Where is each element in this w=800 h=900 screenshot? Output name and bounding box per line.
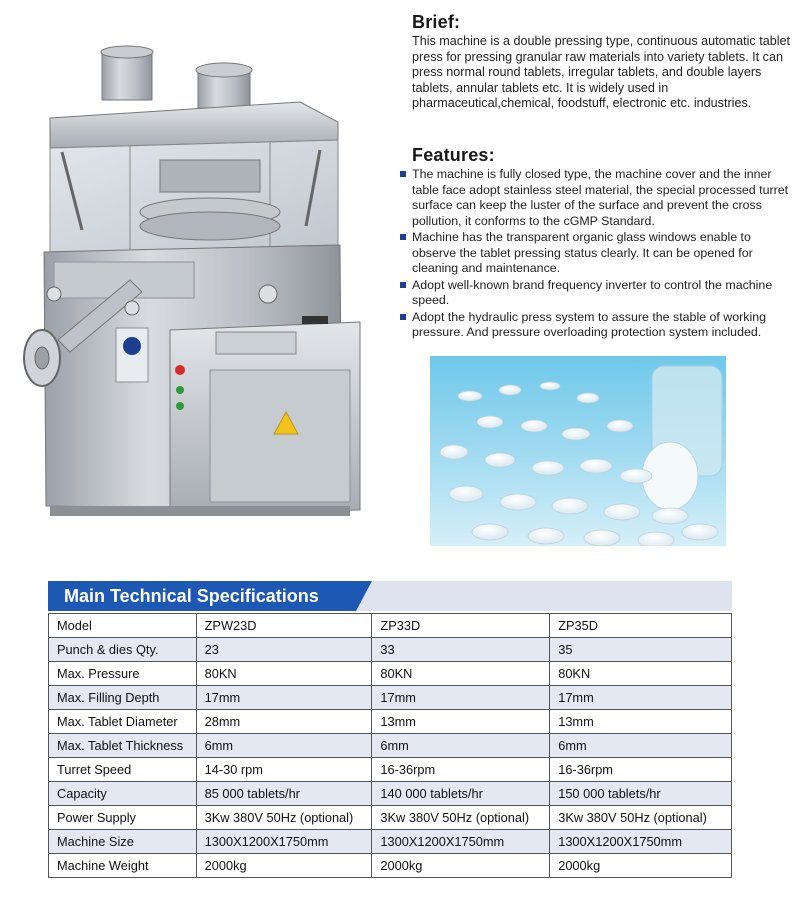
brief-heading: Brief: [412, 12, 461, 32]
feature-item [398, 230, 794, 277]
brief-text: This machine is a double pressing type, continuous automatic tablet press for pressing granular raw materials into variety tablets. It can press normal round tablets, irregular tablets, and double layers tablets, annular tablets etc. It is widely used in pharmaceutical,chemical, foodstuff, electronic etc. industries. [412, 34, 791, 111]
spec-label-cell: Turret Speed [49, 758, 197, 782]
spec-label-cell: Punch & dies Qty. [49, 638, 197, 662]
table-row [49, 710, 732, 734]
specs-table [48, 613, 732, 878]
spec-value-cell: 6mm [372, 734, 550, 758]
table-row [49, 614, 732, 638]
table-row [49, 686, 732, 710]
spec-value-cell: 14-30 rpm [196, 758, 372, 782]
table-row [49, 734, 732, 758]
spec-value-cell: 2000kg [372, 854, 550, 878]
table-row [49, 638, 732, 662]
spec-value-cell: 85 000 tablets/hr [196, 782, 372, 806]
spec-label-cell: Max. Filling Depth [49, 686, 197, 710]
spec-label-cell: Power Supply [49, 806, 197, 830]
spec-value-cell: 6mm [550, 734, 732, 758]
spec-value-cell: 6mm [196, 734, 372, 758]
spec-value-cell: 28mm [196, 710, 372, 734]
spec-label-cell: Machine Weight [49, 854, 197, 878]
spec-value-cell: 80KN [550, 662, 732, 686]
square-bullet-icon [400, 282, 406, 288]
spec-label-cell: Max. Tablet Thickness [49, 734, 197, 758]
square-bullet-icon [400, 171, 406, 177]
spec-value-cell: 3Kw 380V 50Hz (optional) [196, 806, 372, 830]
spec-value-cell: 150 000 tablets/hr [550, 782, 732, 806]
spec-value-cell: 16-36rpm [550, 758, 732, 782]
table-row [49, 830, 732, 854]
feature-text: Machine has the transparent organic glass windows enable to observe the tablet pressing status clearly. It can be opened for cleaning and maintenance. [412, 230, 753, 275]
spec-value-cell: 2000kg [196, 854, 372, 878]
spec-value-cell: 3Kw 380V 50Hz (optional) [372, 806, 550, 830]
spec-value-cell: 13mm [550, 710, 732, 734]
tablet-press-machine-image [20, 40, 390, 520]
square-bullet-icon [400, 234, 406, 240]
spec-value-cell: ZP33D [372, 614, 550, 638]
features-list [398, 167, 794, 341]
table-row [49, 662, 732, 686]
spec-label-cell: Max. Tablet Diameter [49, 710, 197, 734]
spec-value-cell: 16-36rpm [372, 758, 550, 782]
feature-item [398, 167, 794, 229]
spec-value-cell: 140 000 tablets/hr [372, 782, 550, 806]
feature-text: Adopt the hydraulic press system to assure the stable of working pressure. And pressure overloading protection system included. [412, 309, 766, 339]
spec-value-cell: 35 [550, 638, 732, 662]
spec-value-cell: 80KN [372, 662, 550, 686]
features-heading: Features: [412, 145, 495, 165]
spec-value-cell: 2000kg [550, 854, 732, 878]
spec-value-cell: 80KN [196, 662, 372, 686]
table-row [49, 758, 732, 782]
spec-value-cell: 17mm [550, 686, 732, 710]
spec-value-cell: 1300X1200X1750mm [550, 830, 732, 854]
table-row [49, 854, 732, 878]
features-section [398, 145, 794, 342]
spec-value-cell: 17mm [196, 686, 372, 710]
spec-label-cell: Machine Size [49, 830, 197, 854]
spec-value-cell: ZPW23D [196, 614, 372, 638]
spec-label-cell: Max. Pressure [49, 662, 197, 686]
spec-value-cell: 1300X1200X1750mm [372, 830, 550, 854]
spec-value-cell: 33 [372, 638, 550, 662]
table-row [49, 806, 732, 830]
feature-text: Adopt well-known brand frequency inverter to control the machine speed. [412, 277, 773, 307]
specs-header-band [48, 581, 732, 611]
tablets-photo [430, 356, 726, 546]
spec-label-cell: Model [49, 614, 197, 638]
feature-item [398, 310, 794, 341]
spec-value-cell: 13mm [372, 710, 550, 734]
spec-value-cell: 3Kw 380V 50Hz (optional) [550, 806, 732, 830]
specs-title: Main Technical Specifications [48, 581, 356, 611]
feature-text: The machine is fully closed type, the machine cover and the inner table face adopt stainless steel material, the special processed turret surface can keep the luster of the surface and prevent the cross pollution, it conforms to the cGMP Standard. [412, 167, 789, 228]
feature-item [398, 278, 794, 309]
spec-value-cell: 17mm [372, 686, 550, 710]
spec-value-cell: 23 [196, 638, 372, 662]
brief-section [412, 12, 792, 112]
table-row [49, 782, 732, 806]
spec-value-cell: ZP35D [550, 614, 732, 638]
spec-label-cell: Capacity [49, 782, 197, 806]
spec-value-cell: 1300X1200X1750mm [196, 830, 372, 854]
square-bullet-icon [400, 314, 406, 320]
